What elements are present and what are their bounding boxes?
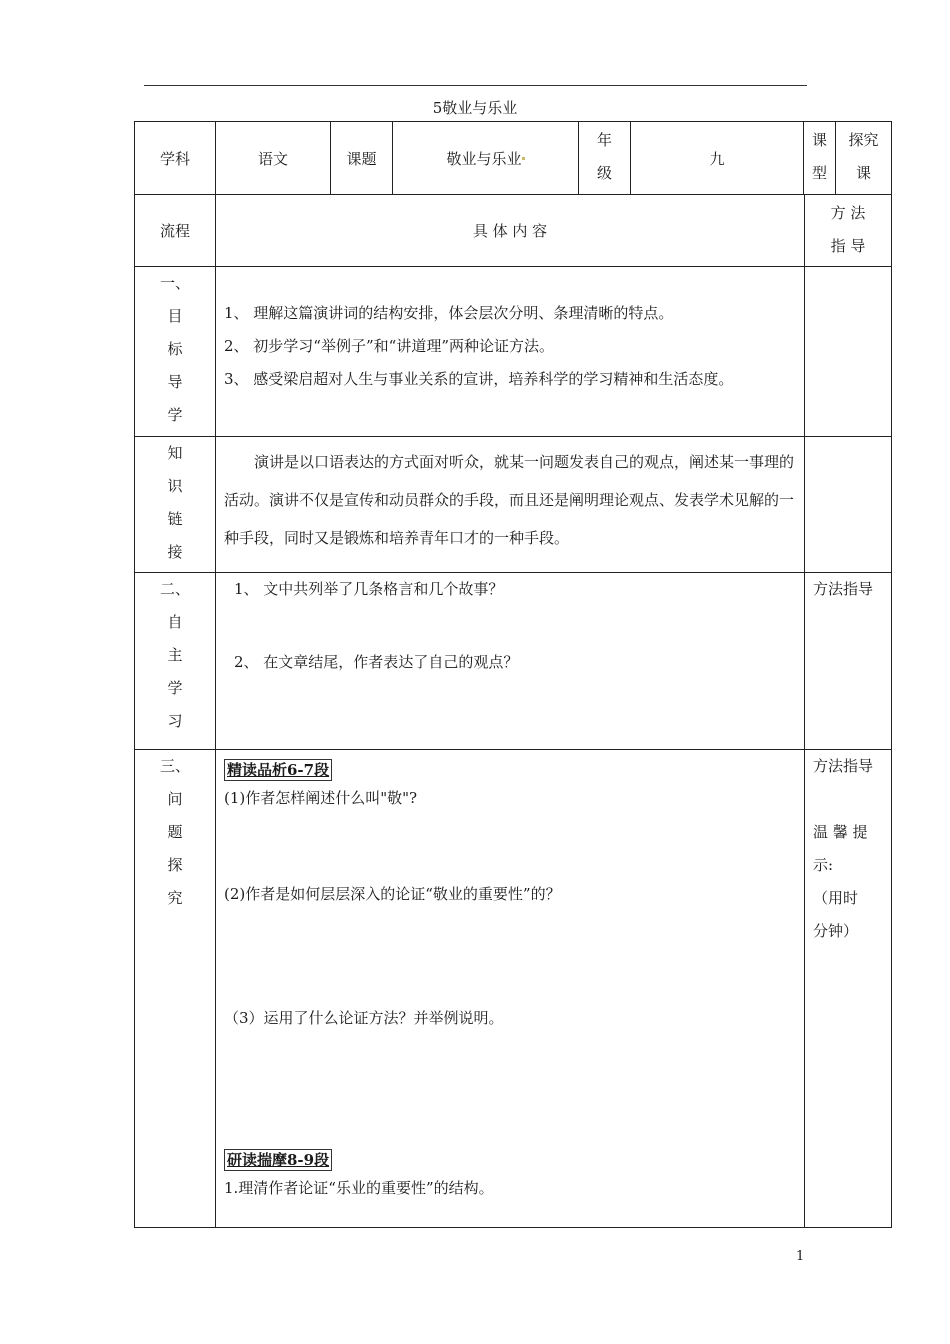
goal-item: 3、 感受梁启超对人生与事业关系的宣讲，培养科学的学习精神和生活态度。 [224,370,734,388]
inquiry-label-2: 题 [167,823,183,841]
self-study-method-cell [804,572,892,750]
knowledge-content-cell [215,436,805,573]
inquiry-question: (2)作者是如何层层深入的论证“敬业的重要性”的？ [224,885,561,903]
knowledge-label-0: 知 [167,444,183,462]
self-study-question: 2、 在文章结尾，作者表达了自己的观点？ [234,653,519,671]
grade-label-2: 级 [596,164,612,182]
self-study-label-1: 自 [167,613,183,631]
page-number: 1 [796,1249,805,1264]
method-label-1: 方 法 [830,204,866,222]
inquiry-tip: （用时 [813,889,859,907]
content-label: 具 体 内 容 [472,222,548,240]
inquiry-method: 方法指导 [813,757,874,775]
self-study-label-4: 习 [167,712,183,730]
inquiry-tip: 温 馨 提 [813,823,868,841]
document-title: 5敬业与乐业 [432,99,518,117]
self-study-question: 1、 文中共列举了几条格言和几个故事？ [234,580,504,598]
type-value-cell [835,121,892,195]
topic-value-cell [392,121,579,195]
goals-label-1: 目 [167,307,183,325]
content-label-cell [215,194,805,267]
grade-label-1: 年 [596,131,612,149]
type-value-2: 课 [855,164,871,182]
self-study-label-cell [134,572,216,750]
goals-label-0: 一、 [159,274,190,292]
self-study-label-0: 二、 [159,580,190,598]
goals-label-4: 学 [167,406,183,424]
inquiry-tip: 示: [813,856,834,874]
method-label-2: 指 导 [830,237,866,255]
grade-value-cell [630,121,804,195]
inquiry-method-cell [804,749,892,1228]
knowledge-label-1: 识 [167,477,183,495]
knowledge-text: 演讲是以口语表达的方式面对听众，就某一问题发表自己的观点，阐述某一事理的活动。演讲不仅是宣传和动员群众的手段，而且还是阐明理论观点、发表学术见解的一种手段，同时又是锻炼和培养青年口才的一种手段。 [224,453,795,547]
type-label-cell [803,121,836,195]
method-label-cell [804,194,892,267]
self-study-method: 方法指导 [813,580,874,598]
inquiry-heading-1: 精读品析6-7段 [224,759,332,781]
goals-content-cell [215,266,805,437]
type-value-1: 探究 [848,131,879,149]
inquiry-label-0: 三、 [159,757,190,775]
topic-value: 敬业与乐业 [446,149,522,168]
inquiry-question: （3）运用了什么论证方法？并举例说明。 [224,1009,504,1027]
topic-label: 课题 [346,149,377,168]
goal-item: 1、 理解这篇演讲词的结构安排，体会层次分明、条理清晰的特点。 [224,304,674,322]
subject-label-cell [134,121,216,195]
subject-label: 学科 [159,149,190,168]
inquiry-label-4: 究 [167,889,183,907]
flow-label: 流程 [159,222,190,240]
knowledge-label-2: 链 [167,510,183,528]
inquiry-heading-2: 研读揣摩8-9段 [224,1149,332,1171]
inquiry-question: 1.理清作者论证“乐业的重要性”的结构。 [224,1179,494,1197]
knowledge-method-cell [804,436,892,573]
grade-value: 九 [709,149,725,168]
knowledge-label-3: 接 [167,543,183,561]
topic-label-cell [330,121,393,195]
knowledge-label-cell [134,436,216,573]
goal-item: 2、 初步学习“举例子”和“讲道理”两种论证方法。 [224,337,554,355]
grade-label-cell [578,121,631,195]
self-study-label-3: 学 [167,679,183,697]
inquiry-tip: 分钟） [813,922,859,940]
self-study-label-2: 主 [167,646,183,664]
goals-label-3: 导 [167,373,183,391]
inquiry-question: (1)作者怎样阐述什么叫"敬"? [224,789,418,807]
lesson-table [134,121,892,1228]
goals-method-cell [804,266,892,437]
inquiry-content-cell [215,749,805,1228]
flow-label-cell [134,194,216,267]
subject-value: 语文 [257,149,288,168]
subject-value-cell [215,121,331,195]
ink-dot [522,157,525,160]
goals-label-cell [134,266,216,437]
goals-label-2: 标 [167,340,183,358]
inquiry-label-1: 问 [167,790,183,808]
inquiry-label-3: 探 [167,856,183,874]
self-study-content-cell [215,572,805,750]
type-label-1: 课 [811,131,827,149]
header-rule [144,85,807,86]
inquiry-label-cell [134,749,216,1228]
type-label-2: 型 [811,164,827,182]
